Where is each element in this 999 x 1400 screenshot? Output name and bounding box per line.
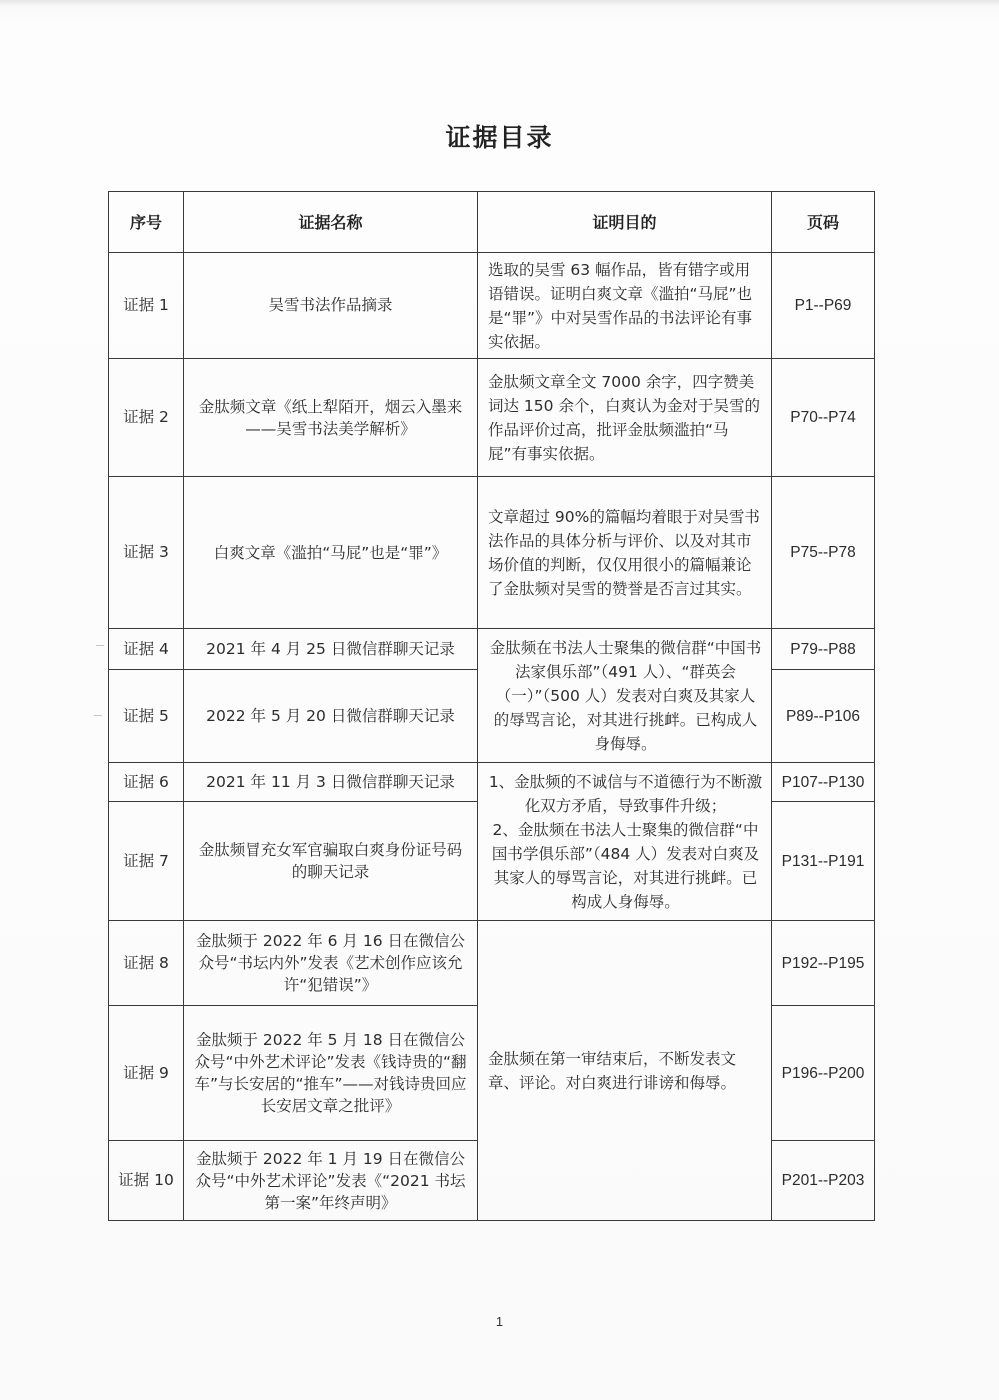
scan-artifact	[96, 645, 104, 646]
evidence-purpose: 金肽频文章全文 7000 余字，四字赞美词达 150 余个，白爽认为金对于吴雪的作品评价过高，批评金肽频滥拍“马屁”有事实依据。	[478, 359, 772, 477]
evidence-pages: P192--P195	[772, 921, 875, 1006]
evidence-seq: 证据 7	[109, 802, 184, 921]
evidence-pages: P89--P106	[772, 670, 875, 763]
evidence-pages: P201--P203	[772, 1141, 875, 1221]
scan-edge	[0, 0, 999, 6]
evidence-seq: 证据 10	[109, 1141, 184, 1221]
evidence-seq: 证据 9	[109, 1006, 184, 1141]
evidence-seq: 证据 1	[109, 253, 184, 359]
evidence-name: 白爽文章《滥拍“马屁”也是“罪”》	[184, 477, 478, 629]
evidence-pages: P75--P78	[772, 477, 875, 629]
evidence-pages: P131--P191	[772, 802, 875, 921]
evidence-name: 2021 年 11 月 3 日微信群聊天记录	[184, 763, 478, 802]
evidence-seq: 证据 2	[109, 359, 184, 477]
evidence-name: 金肽频于 2022 年 1 月 19 日在微信公众号“中外艺术评论”发表《“2021 书坛第一案”年终声明》	[184, 1141, 478, 1221]
evidence-name: 2022 年 5 月 20 日微信群聊天记录	[184, 670, 478, 763]
table-row	[109, 629, 875, 670]
evidence-pages: P107--P130	[772, 763, 875, 802]
evidence-name: 吴雪书法作品摘录	[184, 253, 478, 359]
header-purpose: 证明目的	[478, 192, 772, 253]
evidence-pages: P1--P69	[772, 253, 875, 359]
evidence-name: 2021 年 4 月 25 日微信群聊天记录	[184, 629, 478, 670]
evidence-name: 金肽频于 2022 年 6 月 16 日在微信公众号“书坛内外”发表《艺术创作应该允许“犯错误”》	[184, 921, 478, 1006]
evidence-seq: 证据 5	[109, 670, 184, 763]
table-header-row	[109, 192, 875, 253]
table-row	[109, 253, 875, 359]
evidence-pages: P196--P200	[772, 1006, 875, 1141]
header-name: 证据名称	[184, 192, 478, 253]
evidence-pages: P79--P88	[772, 629, 875, 670]
evidence-pages: P70--P74	[772, 359, 875, 477]
evidence-purpose: 文章超过 90%的篇幅均着眼于对吴雪书法作品的具体分析与评价、以及对其市场价值的判断，仅仅用很小的篇幅兼论了金肽频对吴雪的赞誉是否言过其实。	[478, 477, 772, 629]
evidence-seq: 证据 3	[109, 477, 184, 629]
evidence-table	[108, 191, 875, 1221]
purpose-point-2: 2、金肽频在书法人士聚集的微信群“中国书学俱乐部”（484 人）发表对白爽及其家人的辱骂言论，对其进行挑衅。已构成人身侮辱。	[491, 820, 760, 911]
evidence-purpose-merged: 金肽频在书法人士聚集的微信群“中国书法家俱乐部”（491 人）、“群英会（一）”（500 人）发表对白爽及其家人的辱骂言论，对其进行挑衅。已构成人身侮辱。	[478, 629, 772, 763]
header-seq: 序号	[109, 192, 184, 253]
table-row	[109, 359, 875, 477]
table-row	[109, 763, 875, 802]
evidence-seq: 证据 8	[109, 921, 184, 1006]
table-row	[109, 921, 875, 1006]
evidence-purpose-merged: 金肽频在第一审结束后，不断发表文章、评论。对白爽进行诽谤和侮辱。	[478, 921, 772, 1221]
document-title: 证据目录	[445, 123, 554, 152]
table-row	[109, 477, 875, 629]
evidence-seq: 证据 4	[109, 629, 184, 670]
header-pages: 页码	[772, 192, 875, 253]
evidence-name: 金肽频于 2022 年 5 月 18 日在微信公众号“中外艺术评论”发表《钱诗贵的“翻车”与长安居的“推车”——对钱诗贵回应长安居文章之批评》	[184, 1006, 478, 1141]
evidence-name: 金肽频文章《纸上犁陌开，烟云入墨来——吴雪书法美学解析》	[184, 359, 478, 477]
evidence-name: 金肽频冒充女军官骗取白爽身份证号码的聊天记录	[184, 802, 478, 921]
evidence-purpose-merged	[478, 763, 772, 921]
scan-artifact	[94, 715, 102, 716]
evidence-seq: 证据 6	[109, 763, 184, 802]
evidence-purpose: 选取的吴雪 63 幅作品，皆有错字或用语错误。证明白爽文章《滥拍“马屁”也是“罪”》中对吴雪作品的书法评论有事实依据。	[478, 253, 772, 359]
page-number: 1	[495, 1314, 504, 1329]
purpose-point-1: 1、金肽频的不诚信与不道德行为不断激化双方矛盾，导致事件升级；	[488, 772, 763, 815]
